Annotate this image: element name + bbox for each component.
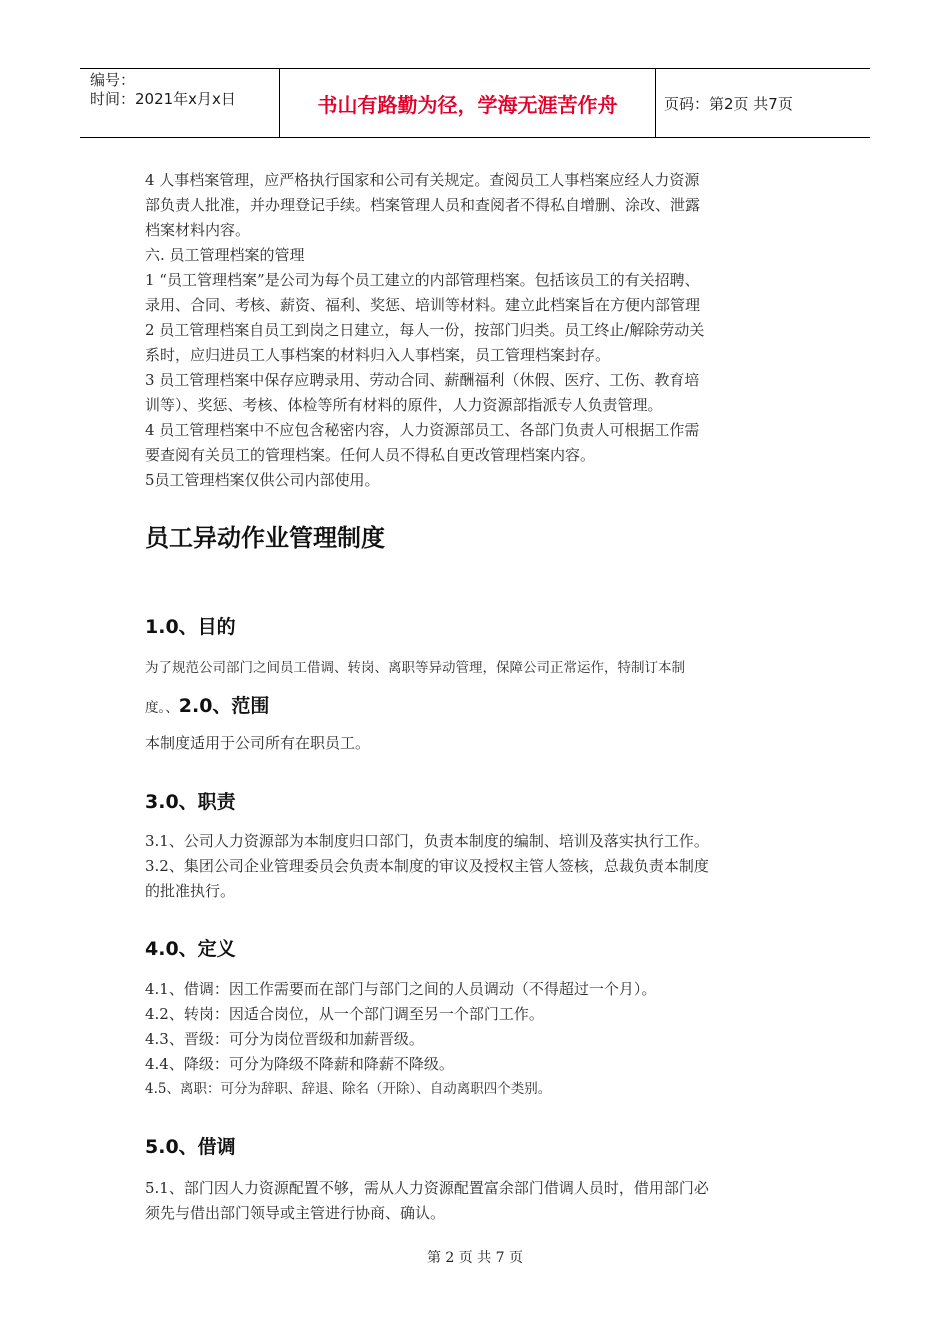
- header-page-info: 页码：第2页 共7页: [664, 94, 793, 113]
- text-line: 录用、合同、考核、薪资、福利、奖惩、培训等材料。建立此档案旨在方便内部管理: [145, 296, 701, 314]
- text-line: 部负责人批准，并办理登记手续。档案管理人员和查阅者不得私自增删、涂改、泄露: [145, 196, 701, 214]
- header-meta-cell: [80, 69, 280, 137]
- section-heading-purpose: 1.0、目的: [145, 616, 236, 638]
- scope-text: [145, 731, 825, 756]
- definition-text: [145, 977, 825, 1101]
- document-title: 员工异动作业管理制度: [145, 524, 385, 552]
- purpose-text-tail: 度。、: [145, 700, 179, 716]
- responsibility-text: [145, 829, 825, 904]
- text-line: 的批准执行。: [145, 882, 236, 900]
- text-line: 4.5、离职：可分为辞职、辞退、除名（开除）、自动离职四个类别。: [145, 1081, 552, 1097]
- text-line: 训等）、奖惩、考核、体检等所有材料的原件，人力资源部指派专人负责管理。: [145, 396, 663, 414]
- text-line: 3.2、集团公司企业管理委员会负责本制度的审议及授权主管人签核，总裁负责本制度: [145, 857, 709, 875]
- text-line: 1 “员工管理档案”是公司为每个员工建立的内部管理档案。包括该员工的有关招聘、: [145, 271, 700, 289]
- text-line: 2 员工管理档案自员工到岗之日建立，每人一份，按部门归类。员工终止/解除劳动关: [145, 321, 705, 339]
- header-motto: 书山有路勤为径，学海无涯苦作舟: [317, 92, 618, 117]
- text-line: 系时，应归进员工人事档案的材料归入人事档案，员工管理档案封存。: [145, 346, 611, 364]
- text-line: 档案材料内容。: [145, 221, 251, 239]
- section-heading-definition: 4.0、定义: [145, 938, 236, 960]
- text-line: 3 员工管理档案中保存应聘录用、劳动合同、薪酬福利（休假、医疗、工伤、教育培: [145, 371, 700, 389]
- text-line: 3.1、公司人力资源部为本制度归口部门，负责本制度的编制、培训及落实执行工作。: [145, 832, 709, 850]
- header-page-cell: [656, 69, 870, 137]
- text-line: 要查阅有关员工的管理档案。任何人员不得私自更改管理档案内容。: [145, 446, 596, 464]
- section-heading-secondment: 5.0、借调: [145, 1136, 236, 1158]
- document-date: 时间：2021年x月x日: [90, 90, 236, 108]
- archive-management-text: [145, 168, 825, 493]
- text-line: 5.1、部门因人力资源配置不够，需从人力资源配置富余部门借调人员时，借用部门必: [145, 1179, 709, 1197]
- section-heading-six: 六. 员工管理档案的管理: [145, 246, 305, 264]
- page-footer: 第 2 页 共 7 页: [426, 1250, 524, 1266]
- secondment-text: [145, 1176, 825, 1226]
- text-line: 4.4、降级：可分为降级不降薪和降薪不降级。: [145, 1055, 454, 1073]
- document-number-label: 编号：: [90, 71, 136, 89]
- text-line: 4.3、晋级：可分为岗位晋级和加薪晋级。: [145, 1030, 424, 1048]
- text-line: 4.2、转岗：因适合岗位，从一个部门调至另一个部门工作。: [145, 1005, 544, 1023]
- section-heading-scope: 2.0、范围: [178, 695, 270, 717]
- section-heading-responsibility: 3.0、职责: [145, 791, 236, 813]
- text-line: 为了规范公司部门之间员工借调、转岗、离职等异动管理，保障公司正常运作，特制订本制: [145, 660, 685, 676]
- text-line: 4 人事档案管理，应严格执行国家和公司有关规定。查阅员工人事档案应经人力资源: [145, 171, 700, 189]
- text-line: 4.1、借调：因工作需要而在部门与部门之间的人员调动（不得超过一个月）。: [145, 980, 657, 998]
- text-line: 5员工管理档案仅供公司内部使用。: [145, 471, 380, 489]
- purpose-text: [145, 656, 825, 722]
- header-motto-cell: [280, 69, 656, 137]
- text-line: [145, 692, 825, 722]
- text-line: 4 员工管理档案中不应包含秘密内容，人力资源部员工、各部门负责人可根据工作需: [145, 421, 700, 439]
- text-line: 须先与借出部门领导或主管进行协商、确认。: [145, 1204, 446, 1222]
- page-header: [80, 68, 870, 138]
- text-line: 本制度适用于公司所有在职员工。: [145, 734, 371, 752]
